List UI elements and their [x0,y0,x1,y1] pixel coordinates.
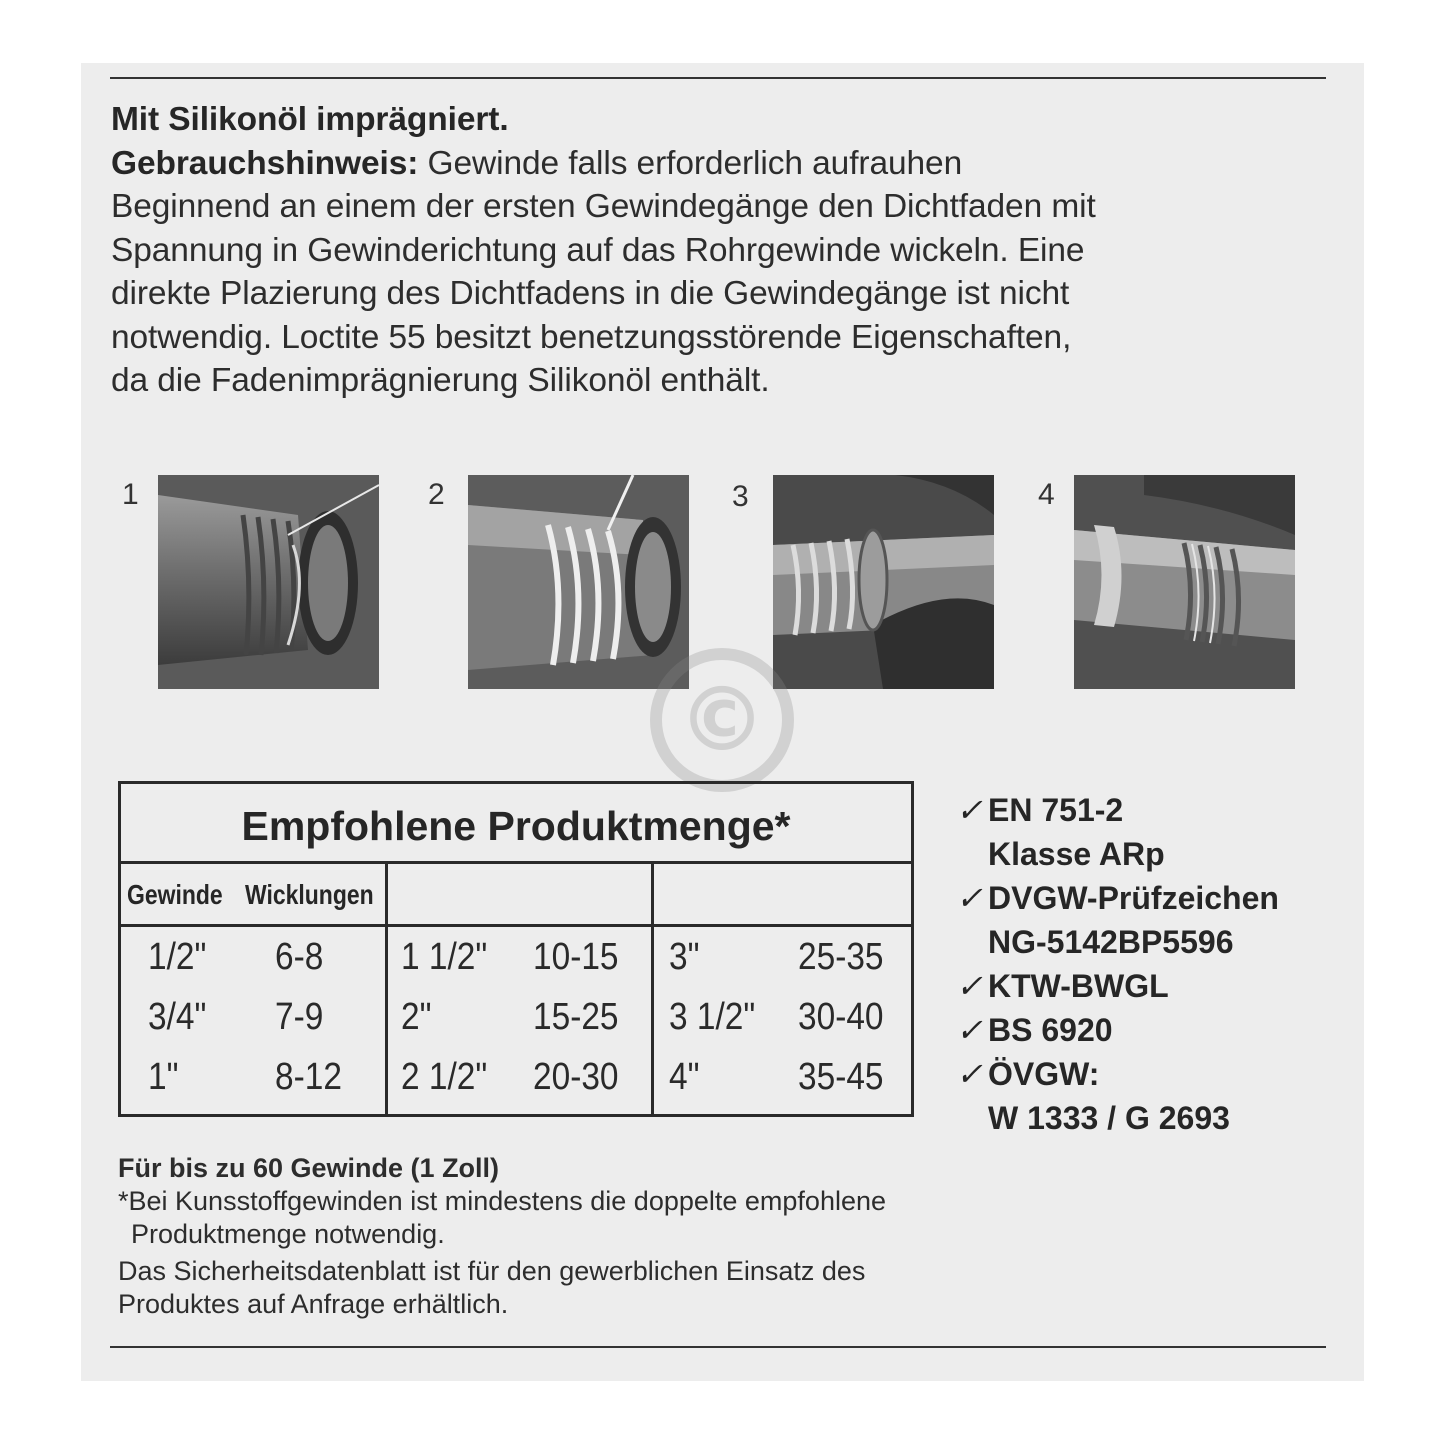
checkmark-icon: ✓ [956,1056,983,1092]
certification-detail: Klasse ARp [988,836,1165,872]
step-number-4: 4 [1038,478,1055,511]
certification-item [956,1052,1356,1140]
certification-name: KTW-BWGL [988,968,1169,1004]
certification-item [956,964,1356,1008]
dosage-table-title: Empfohlene Produktmenge* [121,784,911,864]
thread-size: 2 1/2" [401,1056,488,1098]
checkmark-icon: ✓ [956,792,983,828]
usage-line-3: Spannung in Gewinderichtung auf das Rohrgewinde wickeln. Eine [111,231,1085,269]
watermark-symbol: © [678,668,766,771]
usage-line-2: Beginnend an einem der ersten Gewindegänge den Dichtfaden mit [111,188,1096,225]
usage-line-6: da die Fadenimprägnierung Silikonöl enthält. [111,362,770,399]
certification-item [956,1008,1356,1052]
usage-line-5: notwendig. Loctite 55 besitzt benetzungsstörende Eigenschaften, [111,318,1072,356]
safety-note-line-1: Das Sicherheitsdatenblatt ist für den gewerblichen Einsatz des [118,1256,866,1286]
thread-size: 3/4" [148,996,207,1038]
step-number-3: 3 [732,480,749,513]
checkmark-icon: ✓ [956,968,983,1004]
column-divider [651,864,654,1114]
winding-count: 35-45 [798,1056,884,1098]
dosage-table [118,781,914,1117]
checkmark-icon: ✓ [956,880,983,916]
winding-count: 20-30 [533,1056,619,1098]
step-4-photo [1074,475,1295,689]
usage-line-1: Gewinde falls erforderlich aufrauhen [427,144,963,182]
copyright-watermark-icon [648,646,796,794]
certification-item [956,788,1356,876]
step-3-photo [773,475,994,689]
thread-size: 2" [401,996,432,1038]
header-divider [121,924,911,927]
footnote-line-1: *Bei Kunsstoffgewinden ist mindestens die doppelte empfohlene [118,1186,887,1216]
column-divider [385,864,388,1114]
usage-label: Gebrauchshinweis: [111,144,419,182]
certification-name: BS 6920 [988,1012,1113,1048]
footnote-line-2: Produktmenge notwendig. [131,1219,445,1249]
bottom-divider [110,1346,1326,1348]
top-divider [110,77,1326,79]
product-heading: Mit Silikonöl imprägniert. [111,101,509,138]
usage-instructions [111,98,1331,403]
safety-note-line-2: Produktes auf Anfrage erhältlich. [118,1289,509,1319]
notes [118,1152,1118,1321]
thread-size: 1/2" [148,936,207,978]
thread-size: 1" [148,1056,179,1098]
thread-size: 4" [669,1056,700,1098]
winding-count: 30-40 [798,996,884,1038]
certification-list [956,788,1356,1140]
thread-size: 3" [669,936,700,978]
step-number-2: 2 [428,478,445,511]
header-windings: Wicklungen [245,879,374,910]
winding-count: 15-25 [533,996,619,1038]
step-number-1: 1 [122,478,139,511]
winding-count: 7-9 [275,996,324,1038]
winding-count: 10-15 [533,936,619,978]
thread-size: 3 1/2" [669,996,756,1038]
winding-count: 25-35 [798,936,884,978]
certification-detail: W 1333 / G 2693 [988,1100,1230,1136]
certification-detail: NG-5142BP5596 [988,924,1234,960]
checkmark-icon: ✓ [956,1012,983,1048]
certification-name: DVGW-Prüfzeichen [988,880,1279,916]
step-1-photo [158,475,379,689]
capacity-note: Für bis zu 60 Gewinde (1 Zoll) [118,1153,500,1183]
certification-name: ÖVGW: [988,1056,1100,1092]
winding-count: 6-8 [275,936,324,978]
thread-size: 1 1/2" [401,936,488,978]
header-thread: Gewinde [127,879,223,910]
winding-count: 8-12 [275,1056,342,1098]
usage-line-4: direkte Plazierung des Dichtfadens in die Gewindegänge ist nicht [111,275,1070,312]
certification-name: EN 751-2 [988,792,1124,828]
certification-item [956,876,1356,964]
